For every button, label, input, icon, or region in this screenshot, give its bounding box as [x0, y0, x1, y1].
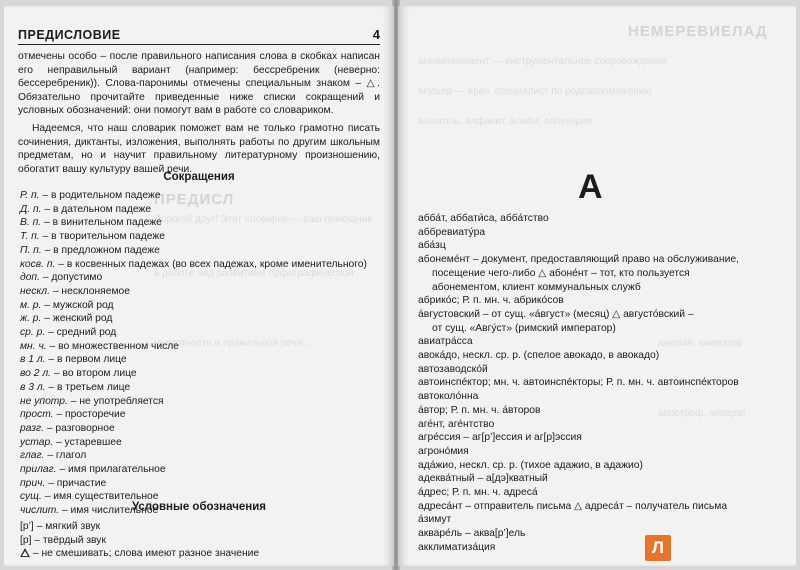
dictionary-entry: адреса́нт – отправитель письма △ адреса́т – получатель письма	[418, 500, 728, 512]
abbreviation-meaning: – несклоняемое	[52, 285, 130, 297]
dictionary-entry: авока́до, нескл. ср. р. (спелое авокадо, в авокадо)	[418, 350, 660, 362]
abbreviation: глаг.	[20, 450, 45, 462]
abbreviation: прост.	[20, 409, 54, 421]
dictionary-entry: а́втор; Р. п. мн. ч. а́второв	[418, 404, 541, 416]
dictionary-entry: агре́ссия – аг[р’]ессия и аг[р]эссия	[418, 432, 582, 444]
page-header	[18, 22, 380, 45]
show-through-title: НЕМЕРЕВИЕЛАД	[628, 23, 768, 40]
abbreviation-meaning: – в предложном падеже	[44, 244, 160, 256]
abbreviation-row	[20, 312, 380, 326]
convention-row	[20, 520, 380, 534]
show-through-text: в работе над развитием орфографической	[154, 268, 354, 279]
abbreviation-meaning: – просторечие	[56, 409, 126, 421]
abbreviation-row	[20, 285, 380, 299]
abbreviation: доп.	[20, 272, 40, 284]
abbreviation-meaning: – допустимо	[42, 272, 103, 284]
abbreviation-meaning: – глагол	[47, 450, 87, 462]
abbreviation-row	[20, 477, 380, 491]
show-through-text: алкоголь, алфавит, алиби, аллегория	[418, 116, 593, 127]
abbreviation: ср. р.	[20, 327, 46, 339]
page-number: 4	[372, 27, 380, 42]
abbreviation-row	[20, 449, 380, 463]
abbreviation: устар.	[20, 436, 54, 448]
dictionary-entry: посещение чего-либо △ абоне́нт – тот, кто пользуется	[432, 267, 690, 279]
dictionary-entry: адеква́тный – а[дэ]кватный	[418, 473, 548, 485]
abbreviation-meaning: – не употребляется	[70, 395, 164, 407]
publisher-logo	[645, 535, 671, 561]
abbreviation-row	[20, 203, 380, 217]
abbreviation-meaning: – имя прилагательное	[59, 464, 166, 476]
abbreviation-row	[20, 436, 380, 450]
abbreviation-row	[20, 299, 380, 313]
abbreviation: П. п.	[20, 244, 42, 256]
dictionary-entry: агроно́мия	[418, 445, 469, 457]
dictionary-entry: абонеме́нт – документ, предоставляющий право на обслуживание,	[418, 254, 739, 266]
dictionary-entry: ада́жио, нескл. ср. р. (тихое адажио, в адажио)	[418, 459, 643, 471]
abbreviation-meaning: – в дательном падеже	[44, 203, 152, 215]
abbreviation: числит.	[20, 505, 60, 517]
abbreviation-row	[20, 230, 380, 244]
dictionary-entry: абонементом, клиент коммунальных служб	[432, 281, 641, 293]
abbreviation-meaning: – в косвенных падежах (во всех падежах, кроме именительного)	[58, 258, 367, 270]
dictionary-entry: аба́зц	[418, 240, 446, 252]
abbreviation-row	[20, 258, 380, 272]
abbreviation-meaning: – в творительном падеже	[42, 231, 165, 243]
abbreviation: косв. п.	[20, 258, 56, 270]
intro-paragraph: Надеемся, что наш словарик поможет вам не только грамотно писать сочинения, диктанты, изложения, выполнять работы по другим школьным предметам, но и научит правильному литературному произношению, обогатит вашу культуру вашей речи.	[18, 122, 380, 175]
abbreviation: разг.	[20, 422, 44, 434]
convention-row	[20, 547, 380, 561]
abbreviation-row	[20, 408, 380, 422]
show-through-text: Дорогой друг! Этот словарик — ваш помощник	[154, 214, 372, 225]
right-page	[398, 6, 796, 566]
abbreviation-meaning: – имя существительное	[44, 491, 159, 503]
dictionary-entry: автоинспе́ктор; мн. ч. автоинспе́кторы; Р. п. мн. ч. автоинспе́кторов	[418, 377, 739, 389]
dictionary-entry: аге́нт, аге́нтство	[418, 418, 495, 430]
show-through-title: ПРЕДИСЛ	[154, 191, 235, 208]
abbreviations-heading: Сокращения	[163, 171, 235, 183]
show-through-text: апостроф, аппарат	[658, 408, 747, 419]
abbreviation-meaning: – во втором лице	[53, 368, 137, 380]
abbreviation-row	[20, 340, 380, 354]
dictionary-entries	[418, 212, 784, 555]
abbreviation-meaning: – в винительном падеже	[44, 217, 162, 229]
abbreviation-row	[20, 367, 380, 381]
conventions-heading: Условные обозначения	[131, 501, 266, 513]
show-through-text: грамотности и правильной речи…	[154, 338, 313, 349]
dictionary-entry: а́дрес; Р. п. мн. ч. адреса́	[418, 487, 538, 499]
abbreviation-meaning: – средний род	[48, 327, 117, 339]
left-page	[4, 6, 394, 566]
abbreviation: прилаг.	[20, 464, 57, 476]
abbreviation-row	[20, 395, 380, 409]
intro-paragraph: отмечены особо – после правильного написания слова в скобках написан его неправильный вариант (например: бессребреник (неверно: бессеребреник)). Слова-паронимы отмечены специальным знаком – △. Обязательно прочитайте приведенные ниже списки сокращений и условных обозначений: они помогут вам в работе со словариком.	[18, 51, 380, 117]
abbreviation-meaning: – мужской род	[44, 299, 114, 311]
dictionary-entry: автоколо́нна	[418, 391, 479, 403]
abbreviations-list	[20, 189, 380, 518]
abbreviation-meaning: – в родительном падеже	[42, 190, 161, 201]
abbreviation-row	[20, 244, 380, 258]
convention-symbol: [р’]	[20, 521, 34, 532]
section-letter: А	[578, 168, 603, 206]
convention-row	[20, 534, 380, 548]
abbreviation-row	[20, 189, 380, 203]
abbreviation-row	[20, 422, 380, 436]
abbreviation: в 3 л.	[20, 381, 46, 393]
abbreviation-row	[20, 381, 380, 395]
abbreviation-row	[20, 271, 380, 285]
logo-letter: Л	[652, 538, 664, 557]
dictionary-entry: акваре́ль – аква[р’]ель	[418, 528, 526, 540]
abbreviation-meaning: – во множественном числе	[49, 340, 180, 352]
abbreviation-meaning: – женский род	[44, 313, 113, 325]
abbreviation-row	[20, 216, 380, 230]
abbreviation: Т. п.	[20, 231, 40, 243]
convention-meaning: – не смешивать; слова имеют разное значение	[32, 548, 260, 559]
paronym-triangle-icon	[20, 548, 30, 557]
abbreviation: ж. р.	[20, 313, 42, 325]
convention-symbol: [р]	[20, 534, 32, 546]
show-through-text: анемия, аниматор	[658, 338, 743, 349]
dictionary-entry: аббревиату́ра	[418, 226, 486, 238]
abbreviation-row	[20, 463, 380, 477]
abbreviation: Р. п.	[20, 190, 40, 201]
show-through-text: акушер — врач, специалист по родовспоможению	[418, 86, 652, 97]
dictionary-entry: акклиматиза́ция	[418, 541, 496, 553]
page-title: ПРЕДИСЛОВИЕ	[18, 28, 121, 42]
abbreviation-meaning: – имя числительное	[61, 505, 159, 517]
abbreviation-meaning: – разговорное	[46, 422, 115, 434]
dictionary-entry: абрико́с; Р. п. мн. ч. абрико́сов	[418, 295, 564, 307]
intro-text	[18, 50, 380, 176]
dictionary-entry: а́вгустовский – от сущ. «а́вгуст» (месяц) △ августо́вский –	[418, 308, 694, 320]
abbreviation-meaning: – причастие	[48, 477, 107, 489]
convention-meaning: – мягкий звук	[36, 521, 101, 532]
abbreviation: Д. п.	[20, 203, 42, 215]
abbreviation-meaning: – устаревшее	[55, 436, 122, 448]
abbreviation: нескл.	[20, 285, 50, 297]
dictionary-entry: от сущ. «Авгу́ст» (римский император)	[432, 322, 616, 334]
show-through-text: аккомпанемент — инструментальное сопровождение	[418, 56, 668, 67]
abbreviation: В. п.	[20, 217, 42, 229]
dictionary-entry: а́зимут	[418, 514, 452, 526]
abbreviation: прич.	[20, 477, 46, 489]
abbreviation: м. р.	[20, 299, 42, 311]
conventions-list	[20, 520, 380, 561]
abbreviation-row	[20, 353, 380, 367]
dictionary-entry: автозаводско́й	[418, 363, 488, 375]
abbreviation: сущ.	[20, 491, 42, 503]
convention-meaning: – твёрдый звук	[34, 534, 106, 546]
abbreviation: во 2 л.	[20, 368, 51, 380]
abbreviation-meaning: – в первом лице	[48, 354, 127, 366]
dictionary-entry: авиатра́сса	[418, 336, 473, 348]
abbreviation: мн. ч.	[20, 340, 47, 352]
abbreviation: в 1 л.	[20, 354, 46, 366]
abbreviation-row	[20, 326, 380, 340]
dictionary-entry: абба́т, аббати́са, абба́тство	[418, 213, 549, 224]
abbreviation: не употр.	[20, 395, 68, 407]
abbreviation-meaning: – в третьем лице	[48, 381, 131, 393]
